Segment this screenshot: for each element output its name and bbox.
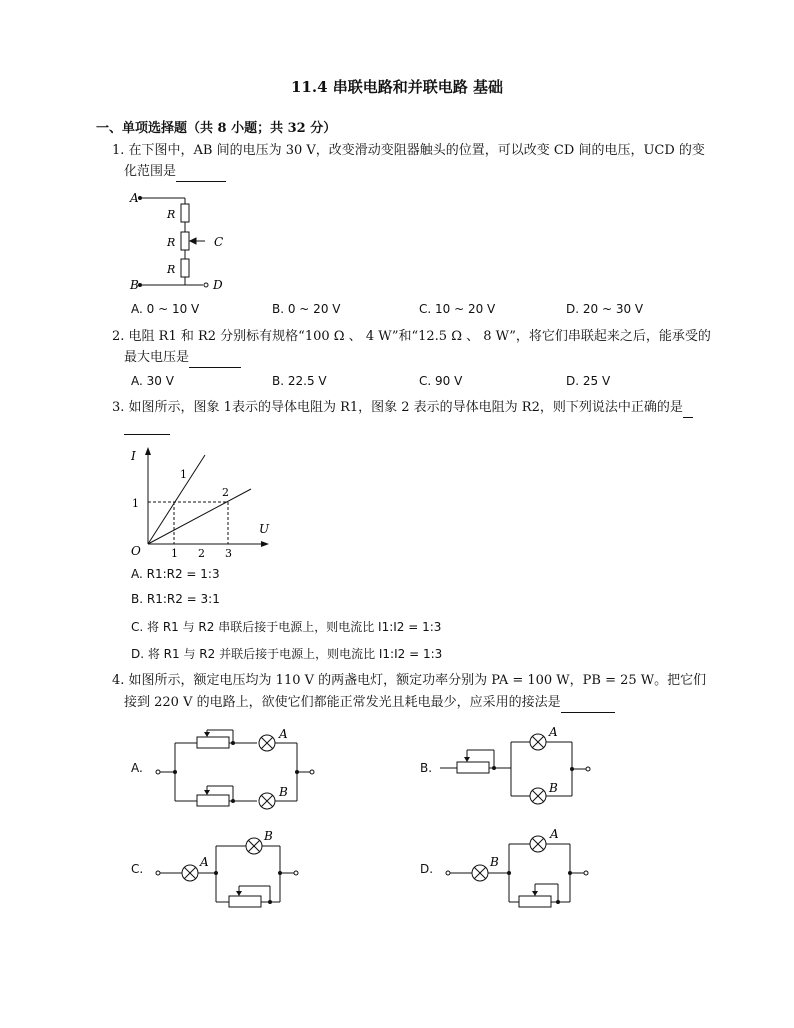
x-axis-label: U xyxy=(259,522,270,536)
question-4-line-2 xyxy=(124,693,615,713)
resistor-label: R xyxy=(167,263,176,276)
question-3-line-1-text: 3. 如图所示，图象 1表示的导体电阻为 R1，图象 2 表示的导体电阻为 R2，则下列说法中正确的是 xyxy=(112,400,683,415)
lamp-b-label: B xyxy=(279,785,288,799)
q2-option-b[interactable]: B. 22.5 V xyxy=(272,374,327,388)
question-4-line-2-text: 接到 220 V 的电路上，欲使它们都能正常发光且耗电最少，应采用的接法是 xyxy=(124,695,561,710)
x-tick-label: 2 xyxy=(198,547,205,560)
q4-option-a[interactable]: A. xyxy=(131,761,143,775)
x-tick-label: 1 xyxy=(171,547,178,560)
resistor-label: R xyxy=(167,208,176,221)
q4-circuit-c xyxy=(150,826,310,916)
node-label-d: D xyxy=(213,278,223,290)
lamp-a-label: A xyxy=(200,855,209,869)
section-heading: 一、单项选择题（共 8 小题；共 32 分） xyxy=(96,121,337,136)
page-title: 11.4 串联电路和并联电路 基础 xyxy=(291,78,503,96)
answer-blank[interactable] xyxy=(561,698,615,713)
q3-iu-graph xyxy=(125,443,280,563)
lamp-b-label: B xyxy=(264,829,273,843)
lamp-a-label: A xyxy=(549,725,558,739)
lamp-b-label: B xyxy=(549,781,558,795)
question-2-line-2 xyxy=(124,348,241,368)
q1-option-a[interactable]: A. 0 ~ 10 V xyxy=(131,302,200,316)
q4-option-c[interactable]: C. xyxy=(131,862,144,876)
question-1-line-2-text: 化范围是 xyxy=(124,164,177,179)
q1-resistor-circuit-diagram xyxy=(125,188,235,290)
q3-option-a[interactable]: A. R1:R2 = 1:3 xyxy=(131,567,220,581)
line-1-label: 1 xyxy=(180,468,187,481)
node-label-a: A xyxy=(130,191,139,205)
question-1-line-2 xyxy=(124,162,226,182)
q2-option-d[interactable]: D. 25 V xyxy=(566,374,611,388)
x-tick-label: 3 xyxy=(225,547,232,560)
question-3-line-1 xyxy=(112,398,693,418)
origin-label: O xyxy=(131,544,141,558)
node-label-b: B xyxy=(130,278,139,290)
question-4-line-1: 4. 如图所示，额定电压均为 110 V 的两盏电灯，额定功率分别为 PA = 100 W，PB = 25 W。把它们 xyxy=(112,673,707,688)
lamp-b-label: B xyxy=(490,855,499,869)
q4-circuit-b xyxy=(440,722,600,812)
y-tick-label: 1 xyxy=(132,497,139,510)
q3-option-b[interactable]: B. R1:R2 = 3:1 xyxy=(131,592,220,606)
q4-circuit-a xyxy=(150,722,320,812)
answer-blank[interactable] xyxy=(176,167,226,182)
q4-option-d[interactable]: D. xyxy=(420,862,434,876)
q1-option-d[interactable]: D. 20 ~ 30 V xyxy=(566,302,644,316)
q3-option-d[interactable]: D. 将 R1 与 R2 并联后接于电源上，则电流比 I1:I2 = 1:3 xyxy=(131,647,443,661)
resistor-label: R xyxy=(167,236,176,249)
line-2-label: 2 xyxy=(222,486,229,499)
q4-circuit-d xyxy=(440,826,600,916)
answer-blank[interactable] xyxy=(124,418,170,435)
answer-blank[interactable] xyxy=(189,353,241,368)
q1-option-c[interactable]: C. 10 ~ 20 V xyxy=(419,302,496,316)
q4-option-b[interactable]: B. xyxy=(420,761,433,775)
y-axis-label: I xyxy=(131,449,136,463)
question-2-line-1: 2. 电阻 R1 和 R2 分别标有规格“100 Ω 、 4 W”和“12.5 Ω 、 8 W”，将它们串联起来之后，能承受的 xyxy=(112,329,711,344)
q2-option-c[interactable]: C. 90 V xyxy=(419,374,463,388)
answer-blank-start[interactable] xyxy=(683,403,693,418)
q3-option-c[interactable]: C. 将 R1 与 R2 串联后接于电源上，则电流比 I1:I2 = 1:3 xyxy=(131,620,442,634)
question-1-line-1: 1. 在下图中，AB 间的电压为 30 V，改变滑动变阻器触头的位置，可以改变 CD 间的电压，UCD 的变 xyxy=(112,143,705,158)
lamp-a-label: A xyxy=(550,827,559,841)
q2-option-a[interactable]: A. 30 V xyxy=(131,374,174,388)
question-2-line-2-text: 最大电压是 xyxy=(124,350,190,365)
lamp-a-label: A xyxy=(279,727,288,741)
node-label-c: C xyxy=(214,235,224,249)
q1-option-b[interactable]: B. 0 ~ 20 V xyxy=(272,302,341,316)
